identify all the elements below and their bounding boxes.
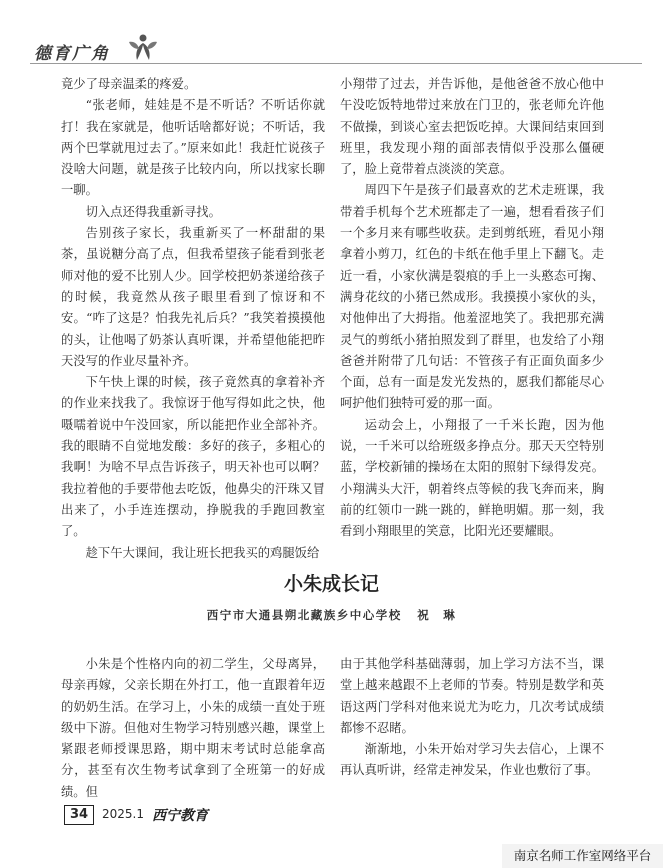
paragraph: 下午快上课的时候，孩子竟然真的拿着补齐的作业来找我了。我惊讶于他写得如此之快，他嗫嚅着说中午没回家，所以能把作业全部补齐。我的眼睛不自觉地发酸：多好的孩子，多粗心的我啊！为啥不早点告诉孩子，明天补也可以啊？我拉着他的手要带他去吃饭，他鼻尖的汗珠又冒出来了，小手连连摆动，挣脱我的手跑回教室了。 bbox=[61, 375, 325, 539]
person-with-leaves-icon bbox=[126, 32, 160, 62]
paragraph: 周四下午是孩子们最喜欢的艺术走班课，我带着手机每个艺术班都走了一遍，想看看孩子们一个多月来有哪些收获。走到剪纸班，看见小翔拿着小剪刀，红色的卡纸在他手里上下翻飞。走近一看，小家伙满是裂痕的手上一头憨态可掬、满身花纹的小猪已然成形。我摸摸小家伙的头，对他伸出了大拇指。他羞涩地笑了。我把那充满灵气的剪纸小猪拍照发到了群里，也发给了小翔爸爸并附带了几句话：不管孩子有正面负面多少个面，总有一面是发光发热的，愿我们都能尽心呵护他们独特可爱的那一面。 bbox=[340, 183, 604, 411]
page-header bbox=[30, 30, 640, 64]
section-title: 德育广角 bbox=[34, 44, 110, 64]
paragraph: 趁下午大课间，我让班长把我买的鸡腿饭给 bbox=[85, 545, 320, 560]
paragraph: 渐渐地，小朱开始对学习失去信心，上课不再认真听讲，经常走神发呆，作业也敷衍了事。 bbox=[340, 742, 604, 778]
paragraph: 小翔带了过去，并告诉他，是他爸爸不放心他中午没吃饭特地带过来放在门卫的，张老师允许他不做操，到谈心室去把饭吃掉。大课间结束回到班里，我发现小翔的面部表情似乎没那么僵硬了，脸上竟带着点淡淡的笑意。 bbox=[340, 77, 604, 177]
right-column-bottom bbox=[340, 654, 604, 782]
article-title: 小朱成长记 bbox=[283, 573, 379, 595]
paragraph: 竟少了母亲温柔的疼爱。 bbox=[61, 77, 197, 91]
header-divider bbox=[30, 63, 642, 64]
author-affiliation: 西宁市大通县朔北藏族乡中心学校 bbox=[206, 608, 402, 622]
paragraph: “张老师，娃娃是不是不听话？不听话你就打！我在家就是，他听话啥都好说；不听话，我两个巴掌就甩过去了。”原来如此！我赶忙说孩子没啥大问题，就是孩子比较内向，所以找家长聊一聊。 bbox=[61, 98, 325, 198]
paragraph: 由于其他学科基础薄弱，加上学习方法不当，课堂上越来越跟不上老师的节奏。特别是数学和英语这两门学科对他来说尤为吃力，几次考试成绩都惨不忍睹。 bbox=[340, 657, 604, 735]
article-byline bbox=[0, 607, 663, 623]
watermark: 南京名师工作室网络平台 bbox=[502, 844, 663, 868]
issue-date: 2025.1 bbox=[102, 807, 144, 821]
paragraph: 告别孩子家长，我重新买了一杯甜甜的果茶，虽说糖分高了点，但我希望孩子能看到张老师对他的爱不比别人少。回学校把奶茶递给孩子的时候，我竟然从孩子眼里看到了惊讶和不安。“咋了这是？怕我先礼后兵？”我笑着摸摸他的头，让他喝了奶茶认真听课，并希望他能把昨天没写的作业尽量补齐。 bbox=[61, 226, 325, 368]
magazine-name: 西宁教育 bbox=[152, 808, 208, 824]
left-column-bottom bbox=[61, 654, 325, 803]
page-number: 34 bbox=[64, 805, 94, 825]
author-name: 祝 琳 bbox=[417, 608, 457, 622]
left-column-top bbox=[61, 74, 325, 564]
paragraph: 运动会上，小翔报了一千米长跑，因为他说，一千米可以给班级多挣点分。那天天空特别蓝，学校新铺的操场在太阳的照射下绿得发亮。小翔满头大汗，朝着终点等候的我飞奔而来，胸前的红领巾一跳一跳的，鲜艳明媚。那一刻，我看到小翔眼里的笑意，比阳光还要耀眼。 bbox=[340, 417, 604, 539]
right-column-top bbox=[340, 74, 604, 543]
paragraph: 小朱是个性格内向的初二学生，父母离异，母亲再嫁，父亲长期在外打工，他一直跟着年迈的奶奶生活。在学习上，小朱的成绩一直处于班级中下游。但他对生物学习特别感兴趣，课堂上紧跟老师授课思路，期中期末考试时总能拿高分，甚至有次生物考试拿到了全班第一的好成绩。但 bbox=[61, 657, 325, 799]
paragraph: 切入点还得我重新寻找。 bbox=[85, 204, 221, 219]
